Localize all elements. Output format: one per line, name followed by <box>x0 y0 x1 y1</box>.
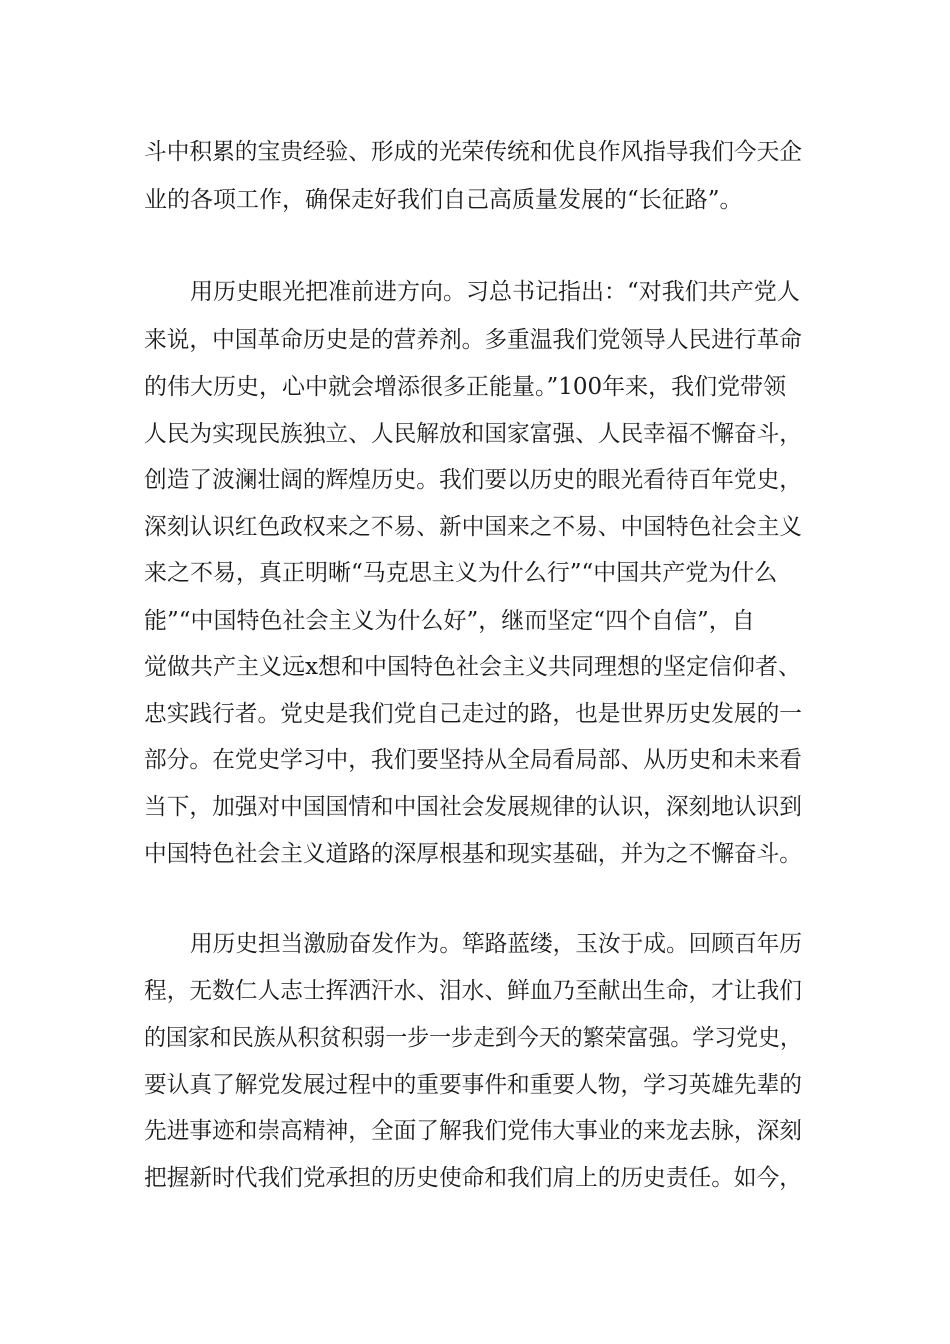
text-line <box>0 834 950 874</box>
line-text: 创造了波澜壮阔的辉煌历史。我们要以历史的眼光看待百年党史， <box>144 467 802 493</box>
line-text: 来之不易，真正明晰“马克思主义为什么行”“中国共产党为什么 <box>144 560 778 586</box>
line-text: 业的各项工作，确保走好我们自己高质量发展的“长征路”。 <box>144 187 743 213</box>
line-text: 人民为实现民族独立、人民解放和国家富强、人民幸福不懈奋斗， <box>144 421 802 447</box>
line-text: 忠实践行者。党史是我们党自己走过的路，也是世界历史发展的一 <box>144 701 802 727</box>
line-text: 要认真了解党发展过程中的重要事件和重要人物，学习英雄先辈的 <box>144 1072 802 1098</box>
line-text: 当下，加强对中国国情和中国社会发展规律的认识，深刻地认识到 <box>144 794 802 820</box>
line-text: 中国特色社会主义道路的深厚根基和现实基础，并为之不懈奋斗。 <box>144 841 802 867</box>
text-line <box>0 647 950 687</box>
line-text: 的伟大历史，心中就会增添很多正能量。”100年来，我们党带领 <box>144 374 787 400</box>
text-line <box>0 601 950 641</box>
text-line <box>0 320 950 360</box>
text-line <box>0 367 950 407</box>
text-line <box>0 553 950 593</box>
text-line <box>0 132 950 172</box>
line-text: 觉做共产主义远x想和中国特色社会主义共同理想的坚定信仰者、 <box>144 654 801 680</box>
line-text: 深刻认识红色政权来之不易、新中国来之不易、中国特色社会主义 <box>144 514 802 540</box>
text-line <box>0 414 950 454</box>
text-line <box>0 272 950 312</box>
line-text: 用历史眼光把准前进方向。习总书记指出：“对我们共产党人 <box>190 279 800 305</box>
text-line <box>0 924 950 964</box>
text-line <box>0 180 950 220</box>
line-text: 的国家和民族从积贫积弱一步一步走到今天的繁荣富强。学习党史， <box>144 1025 802 1051</box>
line-text: 来说，中国革命历史是的营养剂。多重温我们党领导人民进行革命 <box>144 327 802 353</box>
text-line <box>0 971 950 1011</box>
text-line <box>0 694 950 734</box>
text-line <box>0 460 950 500</box>
line-text: 部分。在党史学习中，我们要坚持从全局看局部、从历史和未来看 <box>144 747 802 773</box>
line-text: 把握新时代我们党承担的历史使命和我们肩上的历史责任。如今， <box>144 1165 802 1191</box>
text-line <box>0 787 950 827</box>
text-line <box>0 507 950 547</box>
line-text: 斗中积累的宝贵经验、形成的光荣传统和优良作风指导我们今天企 <box>144 139 802 165</box>
text-line <box>0 740 950 780</box>
line-text: 程，无数仁人志士挥洒汗水、泪水、鲜血乃至献出生命，才让我们 <box>144 978 802 1004</box>
text-line <box>0 1158 950 1198</box>
text-line <box>0 1065 950 1105</box>
line-text: 先进事迹和崇高精神，全面了解我们党伟大事业的来龙去脉，深刻 <box>144 1118 802 1144</box>
text-line <box>0 1018 950 1058</box>
line-text: 用历史担当激励奋发作为。筚路蓝缕，玉汝于成。回顾百年历 <box>190 931 802 957</box>
text-line <box>0 1111 950 1151</box>
line-text: 能”“中国特色社会主义为什么好”，继而坚定“四个自信”，自 <box>144 608 755 634</box>
